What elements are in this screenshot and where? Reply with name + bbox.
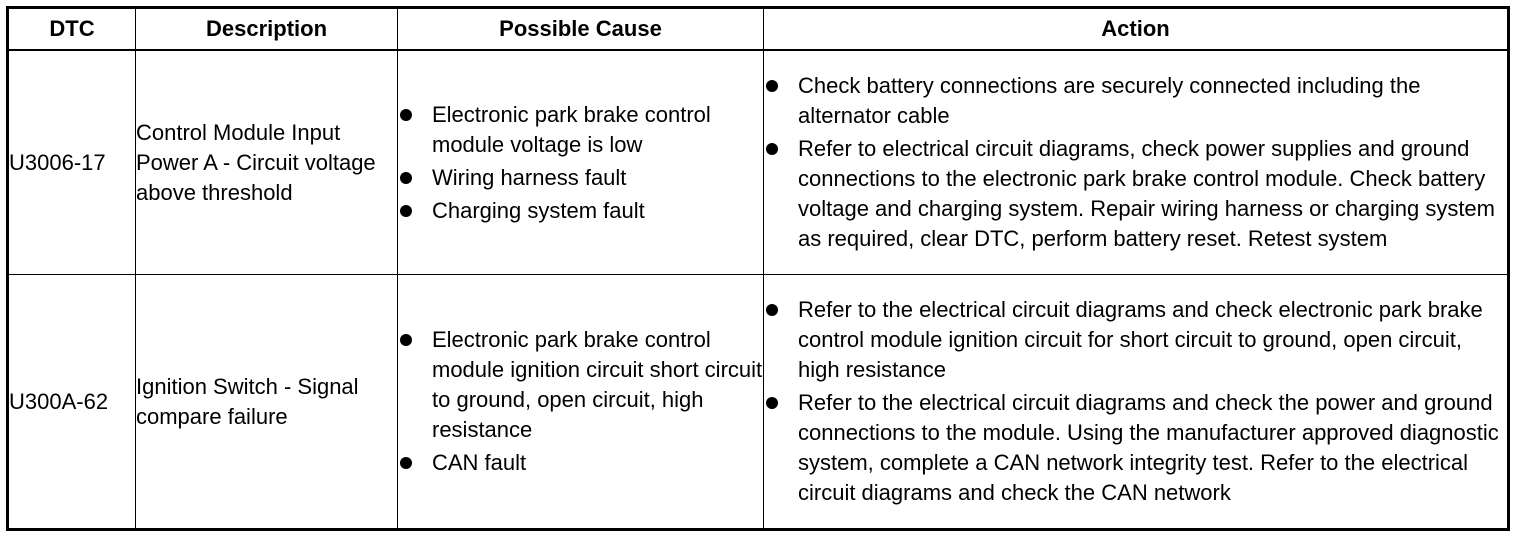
bullet-icon [400,457,412,469]
dtc-table [6,6,1510,531]
bullet-icon [766,143,778,155]
action-text: Refer to the electrical circuit diagrams and check electronic park brake control module ignition circuit for short circuit to ground, open circuit, high resistance [798,297,1483,382]
header-dtc: DTC [8,8,136,51]
cause-text: Wiring harness fault [432,164,627,190]
action-cell [764,50,1509,275]
header-possible-cause: Possible Cause [398,8,764,51]
cause-text: Charging system fault [432,197,645,223]
description-text: Control Module Input Power A - Circuit voltage above threshold [136,50,398,275]
list-item [764,71,1507,131]
cause-text: Electronic park brake control module voltage is low [432,101,711,157]
list-item [764,388,1507,508]
header-description: Description [136,8,398,51]
table-header-row [8,8,1509,51]
bullet-icon [400,205,412,217]
possible-cause-cell [398,275,764,530]
cause-text: CAN fault [432,450,527,475]
list-item [764,134,1507,254]
list-item [398,163,763,193]
list-item [398,325,763,445]
header-action: Action [764,8,1509,51]
list-item [398,196,763,226]
possible-cause-list [398,100,763,226]
possible-cause-list [398,325,763,478]
bullet-icon [766,80,778,92]
bullet-icon [766,304,778,316]
bullet-icon [400,334,412,346]
table-row [8,275,1509,530]
action-text: Check battery connections are securely connected including the alternator cable [798,73,1421,128]
dtc-code: U3006-17 [8,50,136,275]
table-row [8,50,1509,275]
bullet-icon [766,397,778,409]
action-text: Refer to electrical circuit diagrams, check power supplies and ground connections to the electronic park brake control module. Check battery voltage and charging system. Repair wiring harness or charging system as required, clear DTC, perform battery reset. Retest system [798,136,1495,251]
action-text: Refer to the electrical circuit diagrams and check the power and ground connections to the module. Using the manufacturer approved diagnostic system, complete a CAN network integrity test. Refer to the electrical circuit diagrams and check the CAN network [798,390,1499,505]
description-text: Ignition Switch - Signal compare failure [136,275,398,530]
action-list [764,71,1507,254]
possible-cause-cell [398,50,764,275]
bullet-icon [400,109,412,121]
action-cell [764,275,1509,530]
action-list [764,295,1507,508]
list-item [398,448,763,478]
list-item [398,100,763,160]
dtc-code: U300A-62 [8,275,136,530]
cause-text: Electronic park brake control module ignition circuit short circuit to ground, open circuit, high resistance [432,327,763,442]
list-item [764,295,1507,385]
bullet-icon [400,172,412,184]
